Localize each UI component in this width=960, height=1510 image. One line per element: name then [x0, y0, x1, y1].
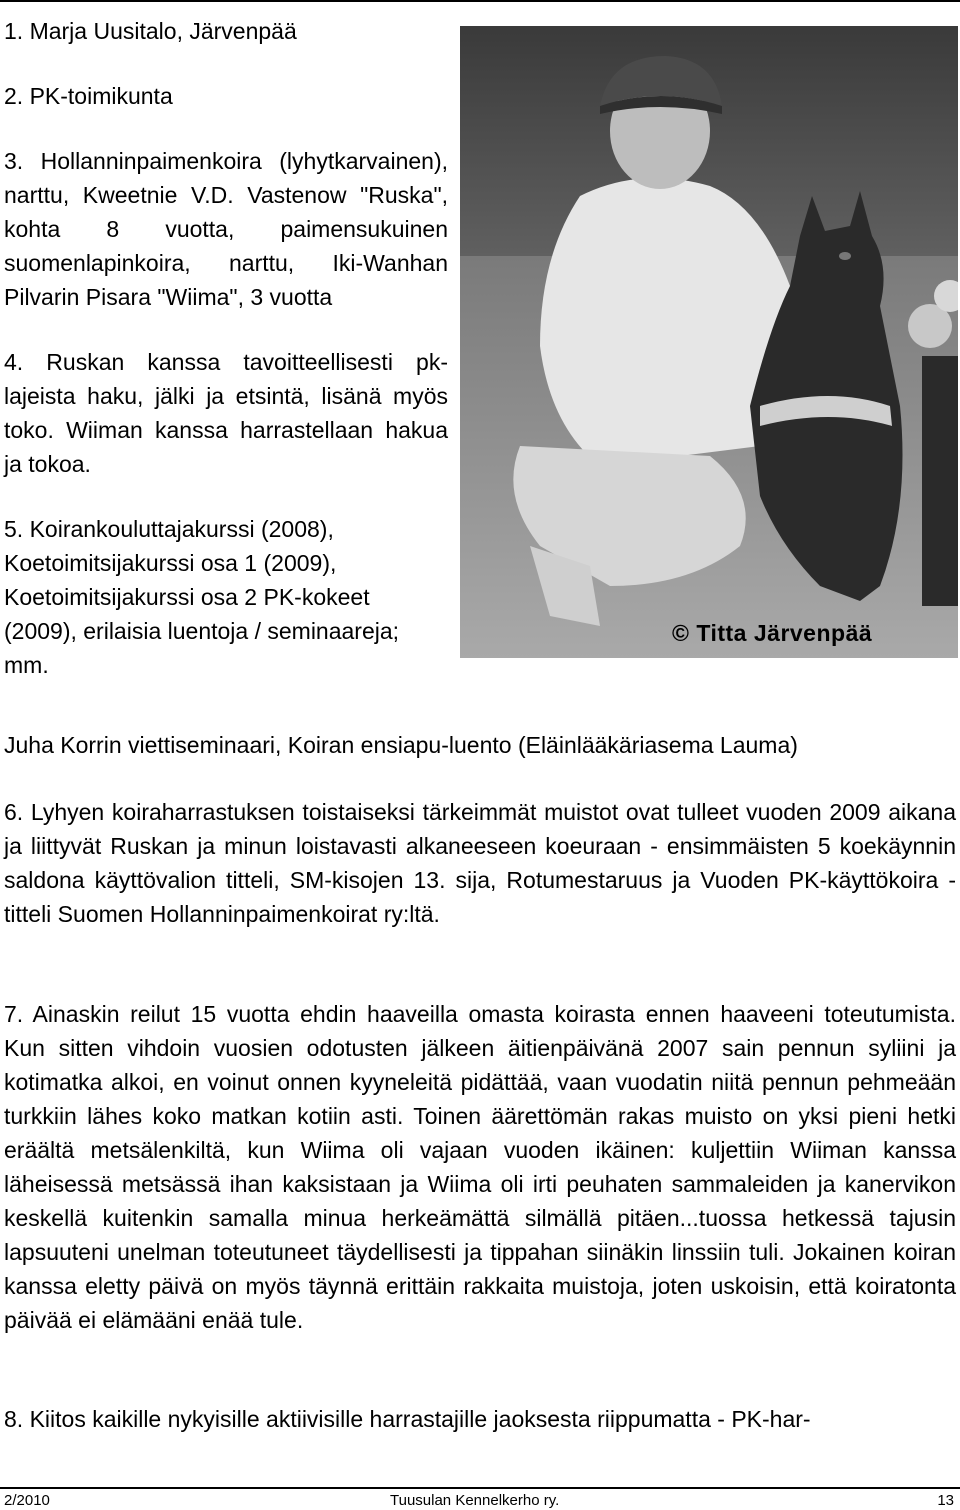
- answer-1: 1. Marja Uusitalo, Järvenpää: [4, 18, 297, 44]
- footer-issue: 2/2010: [4, 1492, 50, 1509]
- answer-2: 2. PK-toimikunta: [4, 83, 173, 109]
- photo-credit: © Titta Järvenpää: [672, 620, 873, 646]
- answer-5: 5. Koirankouluttajakurssi (2008), Koetoimitsijakurssi osa 1 (2009), Koetoimitsijakurssi osa 2 PK-kokeet (2009), erilaisia luentoja / seminaareja; mm.: [4, 516, 400, 678]
- left-column: [4, 14, 448, 682]
- answer-8-text: 8. Kiitos kaikille nykyisille aktiivisille harrastajille jaoksesta riippumatta - PK-har-: [4, 1406, 811, 1432]
- top-rule: [0, 0, 960, 2]
- footer-page-number: 13: [937, 1492, 954, 1509]
- answer-4: 4. Ruskan kanssa tavoitteellisesti pk-lajeista haku, jälki ja etsintä, lisänä myös toko. Wiiman kanssa harrastellaan hakua ja tokoa.: [4, 349, 448, 477]
- footer-rule: [0, 1487, 960, 1489]
- footer-publication: Tuusulan Kennelkerho ry.: [390, 1492, 560, 1509]
- answer-6: [4, 795, 956, 931]
- answer-7: [4, 997, 956, 1337]
- answer-5-continued-text: Juha Korrin viettiseminaari, Koiran ensiapu-luento (Eläinlääkäriasema Lauma): [4, 732, 798, 758]
- answer-8: [4, 1402, 956, 1436]
- answer-5-continued: [4, 728, 956, 762]
- answer-3: 3. Hollanninpaimenkoira (lyhytkarvainen), narttu, Kweetnie V.D. Vastenow "Ruska", kohta 8 vuotta, paimensukuinen suomenlapinkoira, narttu, Iki-Wanhan Pilvarin Pisara "Wiima", 3 vuotta: [4, 148, 448, 310]
- answer-7-text: 7. Ainaskin reilut 15 vuotta ehdin haaveilla omasta koirasta ennen haaveeni toteutumista. Kun sitten vihdoin vuosien odotusten jälkeen äitienpäivänä 2007 sain pennun syliini ja kotimatka alkoi, en voinut onnen kyyneleitä pidättää, vaan vuodatin niitä pennun pehmeään turkkiin lähes koko matkan kotiin asti. Toinen äärettömän rakas muisto on yksi pieni hetki eräältä metsälenkiltä, kun Wiima oli vajaan vuoden ikäinen: kuljettiin Wiiman kanssa läheisessä metsässä ihan kaksistaan ja Wiima oli irti peuhaten sammaleiden ja kanervikon keskellä kuitenkin samalla minua herkeämättä silmällä pitäen...tuossa hetkessä tajusin lapsuuteni unelman toteutuneet täydellisesti ja tippahan siinäkin linssiin tuli. Jokainen koiran kanssa eletty päivä on myös täynnä erittäin rakkaita muistoja, joten uskoisin, että koiratonta päivää ei elämääni enää tule.: [4, 1001, 956, 1333]
- portrait-photo: [460, 26, 958, 658]
- answer-6-text: 6. Lyhyen koiraharrastuksen toistaiseksi tärkeimmät muistot ovat tulleet vuoden 2009 aikana ja liittyvät Ruskan ja minun loistavasti alkaneeseen koeuraan - ensimmäisten 5 koekäynnin saldona käyttövalion titteli, SM-kisojen 13. sija, Rotumestaruus ja Vuoden PK-käyttökoira -titteli Suomen Hollanninpaimenkoirat ry:ltä.: [4, 799, 956, 927]
- photo-image: [460, 26, 958, 658]
